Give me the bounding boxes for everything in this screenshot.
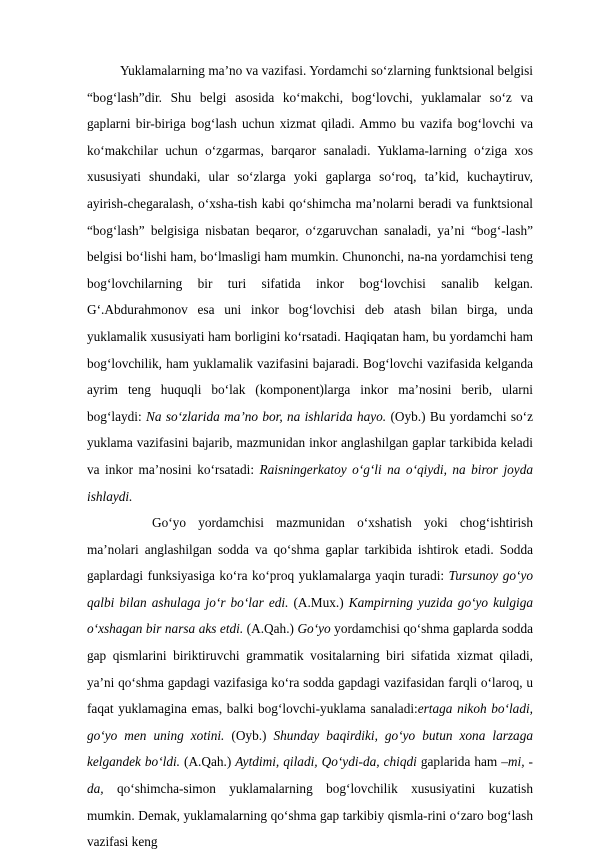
example-quote: Shunday baqirdiki, go‘yo butun xona larzaga kelgandek bo‘ldi.	[87, 727, 534, 770]
paragraph-yuklamalar-vazifasi	[87, 58, 533, 510]
example-quote: Tursunoy go‘yo qalbi bilan ashulaga jo‘r bo‘lar edi.	[87, 568, 533, 610]
text-run: (A.Qah.)	[243, 621, 298, 637]
text-run: qo‘shimcha-simon yuklamalarning bog‘lovchilik xususiyatini kuzatish mumkin. Demak, yuklamalarning qo‘shma gap tarkibiy qismla-rini o‘zaro bog‘lash vazifasi keng	[87, 781, 533, 850]
document-page	[87, 58, 533, 856]
example-quote: ertaga nikoh bo‘ladi, go‘yo men uning xotini.	[87, 701, 533, 743]
text-run: gaplarida ham	[416, 754, 502, 770]
text-run: Go‘yo yordamchisi mazmunidan o‘xshatish yoki chog‘ishtirish ma’nolari anglashilgan sodda va qo‘shma gaplar tarkibida ishtirok etadi. Sodda gaplardagi funksiyasiga ko‘ra ko‘proq yuklamalarga yaqin turadi:	[87, 515, 533, 584]
text-run: yordamchisi qo‘shma gaplarda sodda gap qismlarini biriktiruvchi grammatik vositalarning biri sifatida xizmat qiladi, ya’ni qo‘shma gapdagi vazifasiga ko‘ra sodda gapdagi vazifasidan farqli o‘laroq, u faqat yuklamagina emas, balki bog‘lovchi-yuklama sanaladi:	[87, 621, 533, 717]
text-run: (A.Mux.)	[288, 594, 349, 610]
example-quote: Aytdimi, qiladi, Qo‘ydi-da, chiqdi	[235, 754, 417, 770]
example-suffixes: –mi, -da,	[87, 754, 533, 797]
example-quote: Kampirning yuzida go‘yo kulgiga o‘xshagan bir narsa aks etdi.	[87, 594, 533, 637]
example-quote: Raisningerkatoy o‘g‘li na o‘qiydi, na biror joyda ishlaydi.	[87, 461, 533, 504]
example-word: Go‘yo	[297, 621, 331, 637]
text-run: (Oyb.) Bu yordamchi so‘z yuklama vazifasini bajarib, mazmunidan inkor anglashilgan gaplar tarkibida keladi va inkor ma’nosini ko‘rsatadi:	[87, 408, 533, 477]
example-quote: Na so‘zlarida ma’no bor, na ishlarida hayo.	[145, 408, 387, 424]
text-run: (Oyb.)	[224, 727, 274, 743]
text-run: (A.Qah.)	[180, 754, 236, 770]
paragraph-goyo-yordamchisi	[87, 510, 533, 856]
text-run: Yuklamalarning ma’no va vazifasi. Yordamchi so‘zlarning funktsional belgisi “bog‘lash”dir. Shu belgi asosida ko‘makchi, bog‘lovchi, yuklamalar so‘z va gaplarni bir-biriga bog‘lash uchun xizmat qiladi. Ammo bu vazifa bog‘lovchi va ko‘makchilar uchun o‘zgarmas, barqaror sanaladi. Yuklama-larning o‘ziga xos xususiyati shundaki, ular so‘zlarga yoki gaplarga so‘roq, ta’kid, kuchaytiruv, ayirish-chegaralash, o‘xsha-tish kabi qo‘shimcha ma’nolarni beradi va funktsional “bog‘lash” belgisiga nisbatan beqaror, o‘zgaruvchan sanaladi, ya’ni “bog‘-lash” belgisi bo‘lishi ham, bo‘lmasligi ham mumkin. Chunonchi, na-na yordamchisi teng bog‘lovchilarning bir turi sifatida inkor bog‘lovchisi sanalib kelgan. G‘.Abdurahmonov esa uni inkor bog‘lovchisi deb atash bilan birga, unda yuklamalik xususiyati ham borligini ko‘rsatadi. Haqiqatan ham, bu yordamchi ham bog‘lovchilik, ham yuklamalik vazifasini bajaradi. Bog‘lovchi vazifasida kelganda ayrim teng huquqli bo‘lak (komponent)larga inkor ma’nosini berib, ularni bog‘laydi:	[87, 63, 533, 424]
